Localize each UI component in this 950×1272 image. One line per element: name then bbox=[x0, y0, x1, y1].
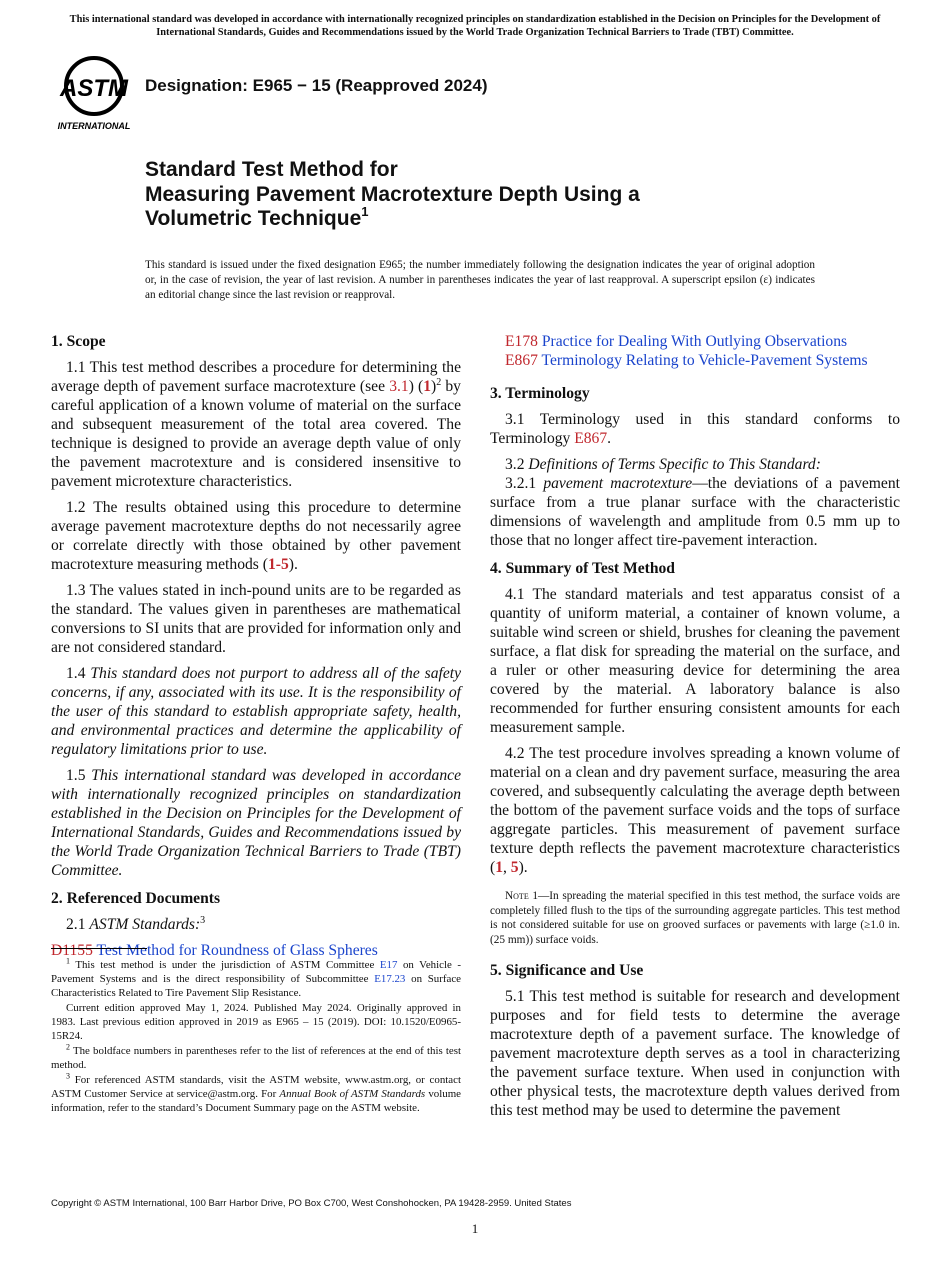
logo-brand-text: ASTM bbox=[60, 75, 128, 102]
astm-logo bbox=[52, 56, 136, 132]
ref-5-link[interactable]: 5 bbox=[510, 859, 519, 876]
right-column bbox=[490, 332, 900, 1127]
para-3-2-1: 3.2.1 pavement macrotexture—the deviations of a pavement surface from a true planar surface with the characteristic dimensions of wavelength and amplitude from 0.5 mm up to those that no longer affect tire-pavement interaction. bbox=[490, 475, 900, 549]
para-4-2: 4.2 The test procedure involves spreading a known volume of material on a clean and dry pavement surface, measuring the area covered, and subsequently calculating the average depth between the bottom of the pavement surface voids and the tops of surface aggregate particles. This measurement of pavement surface texture depth reflects the pavement macrotexture characteristics (1, 5). bbox=[490, 745, 900, 876]
title-footnote-mark: 1 bbox=[361, 204, 369, 219]
ref-3-1-link[interactable]: 3.1 bbox=[389, 378, 409, 395]
section-3-heading: 3. Terminology bbox=[490, 385, 590, 402]
logo-sub-text: INTERNATIONAL bbox=[57, 121, 131, 131]
para-2-1: 2.1 ASTM Standards:$^3$ bbox=[66, 914, 206, 933]
footnote-2: $^2$ The boldface numbers in parentheses refer to the list of references at the end of this test method. bbox=[51, 1042, 461, 1071]
title-line-3: Volumetric Technique bbox=[145, 207, 362, 230]
page-number: 1 bbox=[471, 1221, 479, 1236]
footnotes bbox=[51, 958, 461, 1116]
ref-doc-d1155[interactable]: D1155 Test Method for Roundness of Glass Spheres bbox=[51, 942, 378, 959]
copyright: Copyright © ASTM International, 100 Barr Harbor Drive, PO Box C700, West Conshohocken, PA 19428-2959. United States bbox=[51, 1198, 572, 1209]
title-line-2: Measuring Pavement Macrotexture Depth Using a bbox=[145, 182, 640, 206]
designation: Designation: E965 − 15 (Reapproved 2024) bbox=[145, 76, 488, 95]
section-4-heading: 4. Summary of Test Method bbox=[490, 560, 675, 577]
e17-23-link[interactable]: E17.23 bbox=[374, 973, 406, 985]
e17-link[interactable]: E17 bbox=[379, 959, 398, 971]
section-2-heading: 2. Referenced Documents bbox=[51, 890, 221, 907]
para-1-3: 1.3 The values stated in inch-pound units are to be regarded as the standard. The values given in parentheses are mathematical conversions to SI units that are provided for information only and are not considered standard. bbox=[51, 582, 461, 656]
left-column bbox=[51, 332, 461, 960]
para-1-2: 1.2 The results obtained using this procedure to determine average pavement macrotexture depths do not necessarily agree or correlate directly with those obtained by other pavement macrotexture measuring methods (1-5). bbox=[51, 499, 461, 573]
document-title bbox=[145, 158, 805, 232]
section-5-heading: 5. Significance and Use bbox=[490, 962, 644, 979]
title-line-1: Standard Test Method for bbox=[145, 158, 398, 181]
para-1-5: 1.5 This international standard was developed in accordance with internationally recognized principles on standardization established in the Decision on Principles for the Development of International Standards, Guides and Recommendations issued by the World Trade Organization Technical Barriers to Trade (TBT) Committee. bbox=[51, 767, 461, 879]
preamble: This standard is issued under the fixed designation E965; the number immediately following the designation indicates the year of original adoption or, in the case of revision, the year of last revision. A number in parentheses indicates the year of last reapproval. A superscript epsilon (ε) indicates an editorial change since the last revision or reapproval. bbox=[145, 259, 815, 301]
footnote-1: $^1$ This test method is under the jurisdiction of ASTM Committee E17 on Vehicle - Pavement Systems and is the direct responsibility of Subcommittee E17.23 on Surface Characteristics Related to Tire Pavement Slip Resistance. bbox=[51, 956, 462, 999]
footnote-divider bbox=[51, 948, 147, 949]
header-notice: This international standard was developed in accordance with internationally recognized principles on standardization established in the Decision on Principles for the Development of International Standards, Guides and Recommendations issued by the World Trade Organization Technical Barriers to Trade (TBT) Committee. bbox=[69, 14, 881, 38]
footnote-3: $^3$ For referenced ASTM standards, visit the ASTM website, www.astm.org, or contact ASTM Customer Service at service@astm.org. For Annual Book of ASTM Standards volume information, refer to the standard’s Document Summary page on the ASTM website. bbox=[51, 1071, 461, 1114]
para-1-4: 1.4 This standard does not purport to address all of the safety concerns, if any, associated with its use. It is the responsibility of the user of this standard to establish appropriate safety, health, and environmental practices and determine the applicability of regulatory limitations prior to use. bbox=[51, 665, 461, 758]
footnote-1-edition: Current edition approved May 1, 2024. Published May 2024. Originally approved in 1983. Last previous edition approved in 2019 as E965 – 15 (2019). DOI: 10.1520/E0965-15R24. bbox=[51, 1002, 461, 1042]
para-3-1: 3.1 Terminology used in this standard conforms to Terminology E867. bbox=[490, 411, 900, 447]
ref-doc-e178[interactable]: E178 Practice for Dealing With Outlying Observations bbox=[505, 333, 848, 350]
note-1: Note 1—In spreading the material specified in this test method, the surface voids are completely filled flush to the tips of the surrounding aggregate particles. This test method is not considered suitable for use on grooved surfaces or pavements with large (≥1.0 in. (25 mm)) surface voids. bbox=[490, 890, 900, 946]
ref-1-5-link[interactable]: 1-5 bbox=[267, 556, 289, 573]
para-4-1: 4.1 The standard materials and test apparatus consist of a quantity of uniform material, a container of known volume, a suitable wind screen or shield, brushes for cleaning the pavement surface, a flat disk for spreading the material on the surface, and a ruler or other measuring device for determining the area covered by the material. A laboratory balance is also recommended for further ensuring consistent amounts for each measurement sample. bbox=[490, 586, 900, 736]
para-1-1: 1.1 This test method describes a procedure for determining the average depth of pavement surface macrotexture (see 3.1) $(1)^2$ by careful application of a known volume of material on the surface and subsequent measurement of the total area covered. The technique is designed to provide an average depth value of only the pavement macrotexture and is considered insensitive to pavement microtexture characteristics. bbox=[51, 359, 461, 490]
ref-1-link[interactable]: 1 bbox=[423, 378, 432, 395]
section-1-heading: 1. Scope bbox=[51, 333, 106, 350]
e867-link[interactable]: E867 bbox=[574, 430, 608, 447]
ref-1-link-b[interactable]: 1 bbox=[495, 859, 503, 876]
ref-doc-e867[interactable]: E867 Terminology Relating to Vehicle-Pavement Systems bbox=[505, 352, 868, 369]
para-3-2: 3.2 Definitions of Terms Specific to This Standard: bbox=[505, 456, 821, 473]
para-5-1: 5.1 This test method is suitable for research and development purposes and for field tests to determine the average macrotexture depth of a pavement surface. The knowledge of pavement macrotexture depth serves as a tool in characterizing the pavement surface texture. When used in conjunction with other physical tests, the macrotexture depth values derived from this test method may be used to determine the pavement bbox=[490, 988, 900, 1119]
